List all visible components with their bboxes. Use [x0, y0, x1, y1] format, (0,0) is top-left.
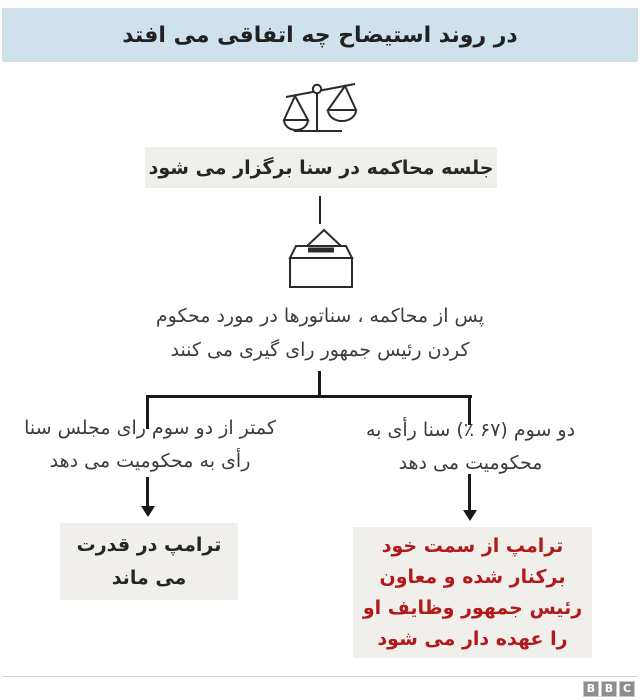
right-condition-line1: دو سوم (۶۷ ٪) سنا رأی به	[365, 419, 576, 441]
bbc-logo	[583, 681, 635, 697]
vote-description	[70, 299, 570, 367]
bbc-logo-block-c: C	[619, 681, 635, 697]
branch-horizontal-line	[146, 395, 472, 398]
left-outcome-line1: ترامپ در قدرت	[76, 533, 222, 556]
left-branch-condition	[5, 412, 295, 478]
right-outcome-line2: برکنار شده و معاون	[379, 565, 566, 588]
outcome-box-stays-in-power	[60, 523, 238, 600]
right-arrowhead-icon	[463, 510, 477, 521]
branch-stem-line	[318, 371, 321, 398]
scales-of-justice-icon	[281, 78, 359, 134]
left-branch-line-lower	[146, 477, 149, 508]
left-condition-line1: کمتر از دو سوم رای مجلس سنا	[24, 417, 276, 439]
right-outcome-line3: رئیس جمهور وظایف او	[362, 596, 583, 619]
trial-step-box: جلسه محاکمه در سنا برگزار می شود	[145, 147, 497, 188]
right-condition-line2: محکومیت می دهد	[398, 452, 543, 474]
vote-description-line2: کردن رئیس جمهور رای گیری می کنند	[170, 339, 470, 361]
right-branch-condition	[348, 414, 593, 480]
right-outcome-line4: را عهده دار می شود	[377, 627, 568, 650]
left-condition-line2: رأی به محکومیت می دهد	[49, 450, 251, 472]
outcome-box-removed-from-office	[353, 527, 592, 658]
connector-line	[319, 196, 321, 224]
vote-description-line1: پس از محاکمه ، سناتورها در مورد محکوم	[155, 305, 485, 327]
right-outcome-line1: ترامپ از سمت خود	[381, 534, 564, 557]
left-outcome-line2: می ماند	[111, 566, 187, 589]
footer-divider	[2, 676, 638, 677]
bbc-logo-block-b2: B	[601, 681, 617, 697]
left-arrowhead-icon	[141, 506, 155, 517]
page-title: در روند استیضاح چه اتفاقی می افتد	[2, 8, 638, 62]
bbc-logo-block-b1: B	[583, 681, 599, 697]
ballot-box-icon	[288, 227, 354, 289]
